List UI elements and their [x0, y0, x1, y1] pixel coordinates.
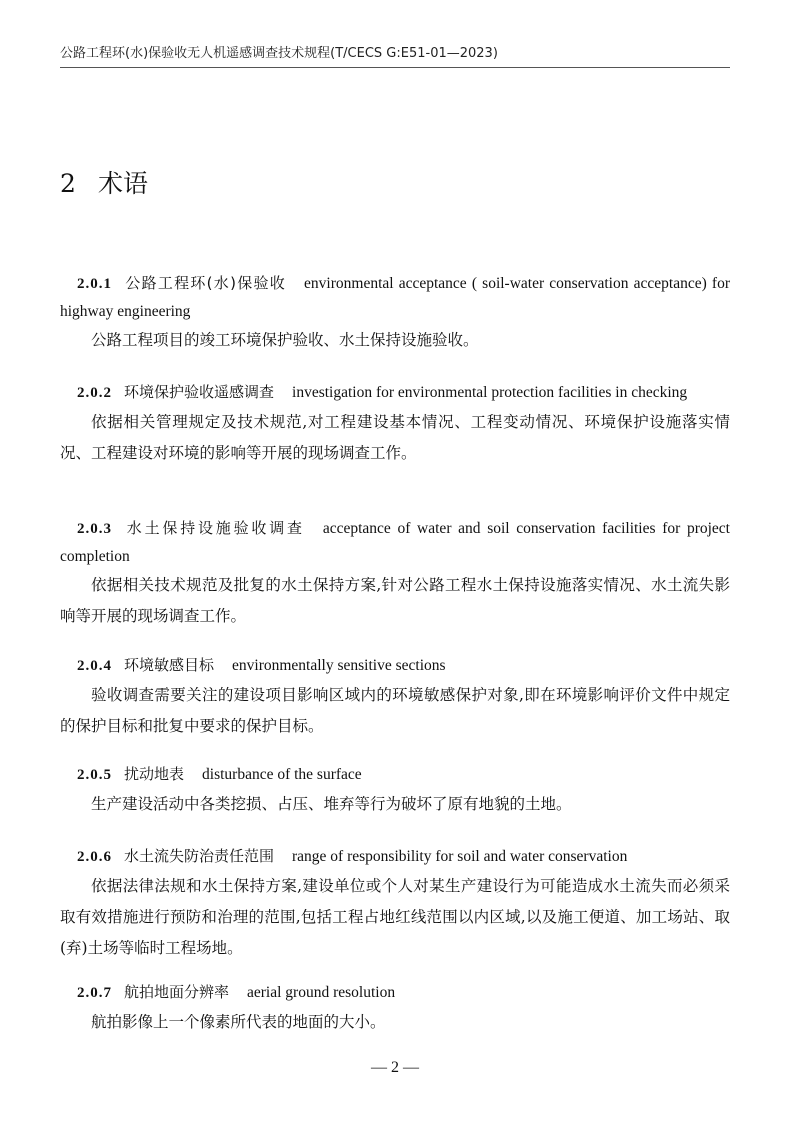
term-english: environmental acceptance ( soil-water conservation acceptance) for highway engineering: [60, 275, 730, 320]
page-number: — 2 —: [371, 1059, 419, 1076]
term-heading: [60, 379, 730, 407]
running-header: 公路工程环(水)保验收无人机遥感调查技术规程(T/CECS G:E51-01—2023): [60, 46, 498, 61]
chapter-title: 术语: [98, 169, 149, 198]
term-number: 2.0.4: [77, 658, 112, 674]
term-entry: [60, 379, 730, 469]
term-definition: 验收调查需要关注的建设项目影响区域内的环境敏感保护对象,即在环境影响评价文件中规定的保护目标和批复中要求的保护目标。: [60, 686, 730, 735]
term-definition: 航拍影像上一个像素所代表的地面的大小。: [91, 1013, 386, 1031]
chapter-number: 2: [60, 169, 76, 198]
term-heading: [60, 515, 730, 570]
term-entry: [60, 652, 730, 742]
term-chinese: 水土流失防治责任范围: [124, 847, 275, 865]
term-english: acceptance of water and soil conservation facilities for project completion: [60, 520, 730, 565]
term-entry: [60, 843, 730, 964]
term-heading: [60, 652, 730, 680]
term-chinese: 水土保持设施验收调查: [124, 519, 305, 537]
term-definition: 依据相关管理规定及技术规范,对工程建设基本情况、工程变动情况、环境保护设施落实情况、工程建设对环境的影响等开展的现场调查工作。: [60, 413, 730, 462]
term-heading: [60, 761, 730, 789]
term-chinese: 公路工程环(水)保验收: [124, 274, 287, 292]
chapter-heading: [60, 164, 148, 200]
header-rule: [60, 67, 730, 68]
term-number: 2.0.7: [77, 985, 112, 1001]
term-number: 2.0.1: [77, 276, 112, 292]
term-heading: [60, 270, 730, 325]
term-number: 2.0.3: [77, 521, 112, 537]
term-definition: 公路工程项目的竣工环境保护验收、水土保持设施验收。: [91, 331, 479, 349]
term-chinese: 航拍地面分辨率: [124, 983, 230, 1001]
term-english: aerial ground resolution: [247, 984, 396, 1001]
term-chinese: 环境保护验收遥感调查: [124, 383, 275, 401]
term-english: disturbance of the surface: [202, 766, 362, 783]
term-chinese: 环境敏感目标: [124, 656, 215, 674]
term-number: 2.0.5: [77, 767, 112, 783]
term-heading: [60, 979, 730, 1007]
term-entry: [60, 270, 730, 356]
term-number: 2.0.2: [77, 385, 112, 401]
term-entry: [60, 761, 730, 820]
term-entry: [60, 515, 730, 632]
term-chinese: 扰动地表: [124, 765, 185, 783]
term-definition: 依据法律法规和水土保持方案,建设单位或个人对某生产建设行为可能造成水土流失而必须采取有效措施进行预防和治理的范围,包括工程占地红线范围以内区域,以及施工便道、加工场站、取(弃)土场等临时工程场地。: [60, 877, 730, 957]
term-english: investigation for environmental protection facilities in checking: [292, 384, 688, 401]
term-definition: 生产建设活动中各类挖损、占压、堆弃等行为破坏了原有地貌的土地。: [91, 795, 572, 813]
term-entry: [60, 979, 730, 1038]
term-english: environmentally sensitive sections: [232, 657, 446, 674]
term-english: range of responsibility for soil and water conservation: [292, 848, 628, 865]
term-number: 2.0.6: [77, 849, 112, 865]
term-definition: 依据相关技术规范及批复的水土保持方案,针对公路工程水土保持设施落实情况、水土流失影响等开展的现场调查工作。: [60, 576, 730, 625]
term-heading: [60, 843, 730, 871]
